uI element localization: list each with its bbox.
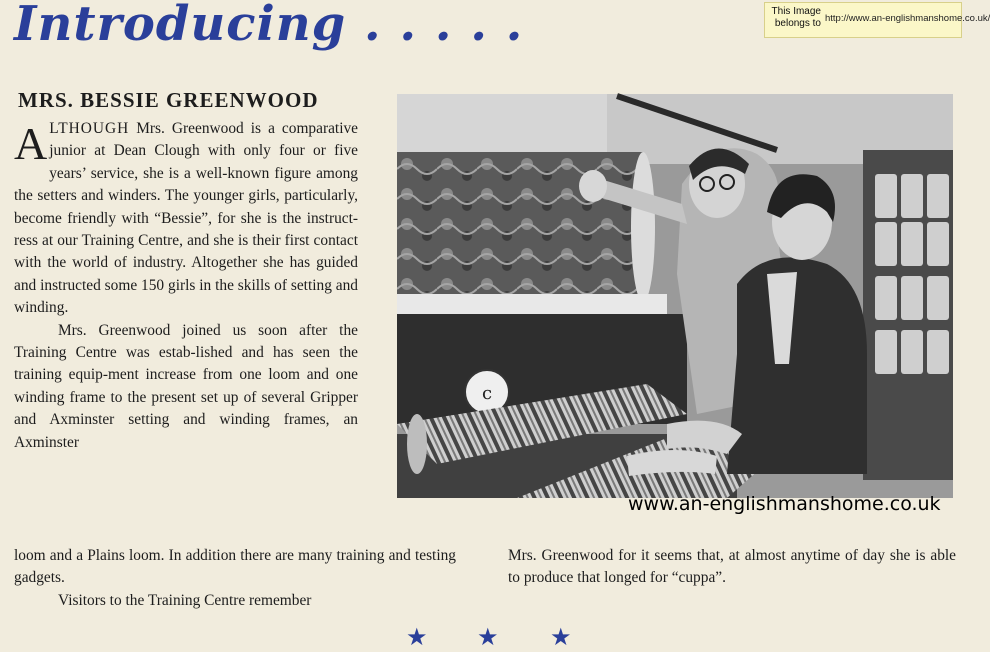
article-paragraph-1 xyxy=(14,118,358,320)
article-paragraph-3-end: Mrs. Greenwood for it seems that, at almost anytime of day she is able to produce that longed for “cuppa”. xyxy=(508,547,956,587)
star-icon: ★ xyxy=(477,625,499,651)
page-heading: Introducing . . . . . xyxy=(14,0,524,52)
paragraph-2-tail: loom and a Plains loom. In addition there are many training and testing gadgets. xyxy=(14,547,456,587)
watermark-label-line1: This Image xyxy=(771,6,821,17)
drop-cap: A xyxy=(14,118,48,169)
article-bottom-left xyxy=(14,545,456,612)
star-icon: ★ xyxy=(406,625,428,651)
article-paragraph-2: Mrs. Greenwood joined us soon after the Training Centre was estab-lished and has seen the training equip-ment increase from one loom and one winding frame to the present set up of several Gripper and Axminster setting and winding frames, an Axminster xyxy=(14,321,358,451)
first-word: LTHOUGH xyxy=(49,120,130,137)
scale-dial-letter: c xyxy=(481,383,493,404)
paragraph-1-text: Mrs. Greenwood is a comparative junior at Dean Clough with only four or five years’ service, she is a well-known figure among the setters and winders. The younger girls, particularly, become friendly with “Bessie”, for she is the instruct-ress at our Training Centre, and she is their first contact with the world of industry. Altogether she has guided and instructed some 150 girls in the skills of setting and winding. xyxy=(14,120,358,317)
star-icon: ★ xyxy=(550,625,572,651)
watermark-label-line2: belongs to xyxy=(774,18,821,29)
article-paragraph-3-start: Visitors to the Training Centre remember xyxy=(58,591,312,609)
site-watermark-text: www.an-englishmanshome.co.uk xyxy=(628,493,941,515)
article-bottom-right xyxy=(508,545,956,590)
ownership-watermark xyxy=(764,2,990,38)
watermark-url: http://www.an-englishmanshome.co.uk/ xyxy=(825,13,990,24)
watermark-label xyxy=(769,6,821,30)
training-centre-photo xyxy=(397,94,953,498)
article-column xyxy=(14,118,358,454)
article-subject-title: MRS. BESSIE GREENWOOD xyxy=(18,88,319,112)
decorative-stars xyxy=(404,622,604,652)
loom-photo-illustration xyxy=(397,94,953,498)
